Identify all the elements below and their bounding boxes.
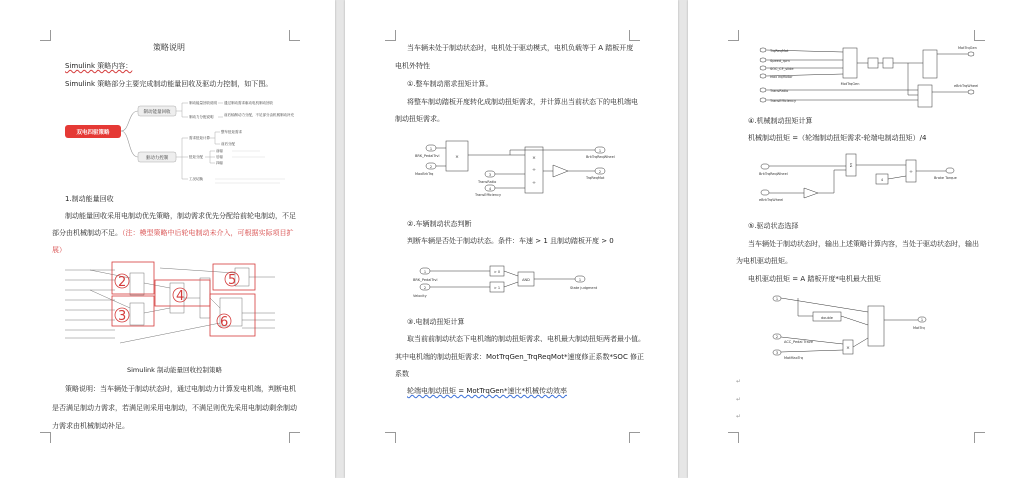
formula-text: 电机驱动扭矩 = A 踏板开度*电机最大扭矩	[748, 275, 881, 283]
port-number: 1	[775, 297, 779, 301]
crop-mark	[289, 30, 300, 41]
mindmap-subitem: 前驱	[216, 149, 223, 153]
signal-label: BrkTrqReqWheel	[759, 172, 788, 176]
crop-mark	[629, 432, 640, 443]
signal-label: TransRatio	[770, 89, 789, 93]
simulink-brake-torque-diagram	[410, 135, 630, 200]
crop-mark	[385, 30, 396, 41]
signal-label: eBrkTrqWheel	[759, 198, 784, 202]
section-heading: ④.机械制动扭矩计算	[748, 117, 813, 125]
signal-label: Brake Torque	[934, 176, 957, 180]
annotation-marker: 2	[118, 275, 127, 290]
svg-text:1: 1	[423, 270, 427, 274]
body-text: 其中电机端的制动扭矩需求：MotTrqGen_TrqReqMot*速度修正系数*SOC 修正	[395, 353, 645, 361]
section-heading: ①.整车制动需求扭矩计算。	[407, 80, 493, 88]
svg-text:1: 1	[578, 278, 582, 282]
document-page-1	[0, 0, 335, 478]
crop-mark	[629, 30, 640, 41]
body-text: 为电机驱动扭矩。	[736, 257, 792, 265]
crop-mark	[728, 30, 739, 41]
simulink-brake-recovery-diagram	[60, 258, 280, 353]
paragraph-mark: ↵	[736, 378, 742, 385]
block-label: AND	[522, 278, 530, 282]
body-text: 取当前前制动状态下电机端的制动扭矩需求、电机最大制动扭矩两者最小值。	[407, 335, 645, 343]
block-label: double	[821, 316, 833, 320]
signal-label: SOC_CF_slide	[770, 67, 794, 71]
crop-mark	[289, 432, 300, 443]
signal-label: TrqReqMot	[586, 176, 605, 180]
svg-text:×: ×	[532, 156, 536, 161]
port-number: 4	[488, 187, 492, 191]
mindmap-item: 工况切换	[189, 177, 203, 181]
section-heading: ⑤.驱动状态选择	[748, 222, 799, 230]
crop-mark	[728, 432, 739, 443]
section-subtitle: Simulink 策略内容：	[65, 62, 133, 70]
simulink-mech-brake-diagram	[756, 150, 976, 210]
signal-label: Speed_rpm	[770, 59, 790, 63]
port-number: 2	[598, 170, 602, 174]
block-label: > 0	[493, 270, 501, 274]
signal-label: MotTrqGen	[958, 46, 977, 50]
body-text: 部分由机械制动不足。	[52, 229, 122, 237]
figure-caption: Simulink 制动能量回收控制策略	[127, 366, 222, 374]
mindmap-root: 双电四驱策略	[76, 130, 110, 136]
svg-text:Σ: Σ	[849, 164, 853, 169]
signal-label: BrkTrqReqWheel	[586, 155, 615, 159]
mindmap-item: 制动力分配说明	[189, 115, 214, 119]
port-number: 2	[775, 335, 779, 339]
signal-label: BRK_PedalTrvl	[413, 278, 438, 282]
body-text: 策略说明：当车辆处于制动状态时，通过电制动力计算发电机端，判断电机	[65, 385, 296, 393]
port-number: 2	[429, 165, 433, 169]
annotation-marker: 5	[228, 273, 237, 288]
annotation-marker: 6	[220, 315, 229, 330]
svg-text:÷: ÷	[909, 170, 913, 175]
signal-label: MotTrq	[913, 326, 925, 330]
port-number: 1	[598, 149, 602, 153]
signal-label: BRK_PedalTrvl	[415, 154, 440, 158]
block-label: > 1	[493, 286, 501, 290]
section-heading: ③.电制动扭矩计算	[407, 318, 465, 326]
simulink-ebrake-torque-diagram	[758, 40, 978, 110]
note-text: （注：模型策略中后轮电制动未介入，可根据实际项目扩	[122, 229, 294, 237]
signal-label: State judgment	[570, 286, 598, 290]
body-text: 将整车制动踏板开度转化成制动扭矩需求，并计算出当前状态下的电机端电	[407, 98, 638, 106]
mindmap-item: 制动能量回收说明	[189, 101, 217, 105]
mindmap-branch-1: 制动能量回收	[143, 110, 171, 115]
formula-text: 机械制动扭矩 =（轮端制动扭矩需求-轮端电制动扭矩）/4	[748, 134, 927, 142]
mindmap-subitem: 后驱	[216, 155, 223, 159]
body-text: 制动扭矩需求。	[395, 115, 444, 123]
signal-label: eBrkTrqWheel	[954, 84, 979, 88]
body-text: 力需求由机械制动补足。	[52, 422, 129, 430]
signal-label: Velocity	[413, 294, 427, 298]
svg-text:2: 2	[423, 286, 427, 290]
simulink-drive-state-diagram	[768, 292, 968, 362]
body-text: 当车辆处于制动状态时，输出上述策略计算内容，当处于驱动状态时，输出	[748, 240, 979, 248]
strategy-mindmap	[60, 95, 300, 190]
body-text: 是否满足制动力需求，若满足则采用电制动，不满足则优先采用电制动剩余制动	[52, 404, 297, 412]
simulink-brake-state-diagram	[410, 260, 630, 300]
signal-label: MaxBrkTrq	[415, 172, 434, 176]
crop-mark	[40, 432, 51, 443]
paragraph-mark: ↵	[736, 413, 742, 420]
body-text: 系数	[395, 370, 409, 378]
block-label: MotTrqGen	[840, 82, 860, 86]
crop-mark	[974, 432, 985, 443]
signal-label: TransEfficiency	[475, 193, 502, 197]
signal-label: ACC_Pedal Trave	[784, 340, 813, 344]
paragraph-mark: ↵	[736, 396, 742, 403]
body-text: 制动能量回收采用电制动优先策略，制动需求优先分配给前轮电制动，不足	[65, 212, 296, 220]
mindmap-subitem: 整车扭矩需求	[221, 130, 242, 134]
svg-text:÷: ÷	[532, 181, 536, 186]
page-title: 策略说明	[153, 43, 185, 52]
intro-text: Simulink 策略部分主要完成制动能量回收及驱动力控制，如下图。	[65, 80, 273, 88]
body-text: 当车辆未处于制动状态时，电机处于驱动模式，电机负载等于 A 踏板开度	[407, 44, 634, 52]
section-heading: ②.车辆制动状态判断	[407, 220, 472, 228]
signal-label: TransRatio	[478, 180, 497, 184]
signal-label: TransEfficiency	[770, 99, 797, 103]
formula-text: 轮端电制动扭矩 = MotTrqGen*速比*机械传动效率	[407, 387, 567, 395]
body-text: 电机外特性	[395, 62, 430, 70]
mindmap-note: 通过制动需求驱动电机制动回收	[224, 101, 273, 105]
port-number: 3	[775, 351, 779, 355]
crop-mark	[385, 432, 396, 443]
mindmap-subitem: 前后分配	[221, 142, 235, 146]
port-number: 1	[429, 147, 433, 151]
crop-mark	[40, 30, 51, 41]
annotation-marker: 4	[176, 289, 185, 304]
signal-label: MotMaxTrq	[784, 356, 803, 360]
svg-text:×: ×	[846, 346, 850, 351]
svg-text:4: 4	[880, 178, 884, 182]
mindmap-branch-2: 驱动力控制	[145, 156, 169, 161]
mindmap-note: 前后轴制动力分配，不足部分由机械制动补充	[224, 113, 294, 117]
mindmap-subitem: 四驱	[216, 161, 223, 165]
document-page-2	[345, 0, 678, 478]
signal-label: MaxTrqMotor	[770, 75, 793, 79]
signal-label: TrqReqMot	[770, 49, 789, 53]
port-number: 3	[488, 173, 492, 177]
svg-text:×: ×	[455, 155, 459, 160]
mindmap-item: 扭矩分配	[189, 155, 203, 159]
mindmap-item: 需求扭矩计算	[189, 136, 210, 140]
body-text: 判断车辆是否处于制动状态。条件：车速 > 1 且制动踏板开度 > 0	[407, 237, 614, 245]
note-text: 展）	[52, 246, 66, 254]
annotation-marker: 3	[118, 309, 127, 324]
section-heading: 1.制动能量回收	[65, 195, 114, 203]
svg-text:÷: ÷	[532, 168, 536, 173]
port-number: 1	[920, 318, 924, 322]
body-text	[52, 229, 294, 238]
document-page-3	[688, 0, 1024, 478]
